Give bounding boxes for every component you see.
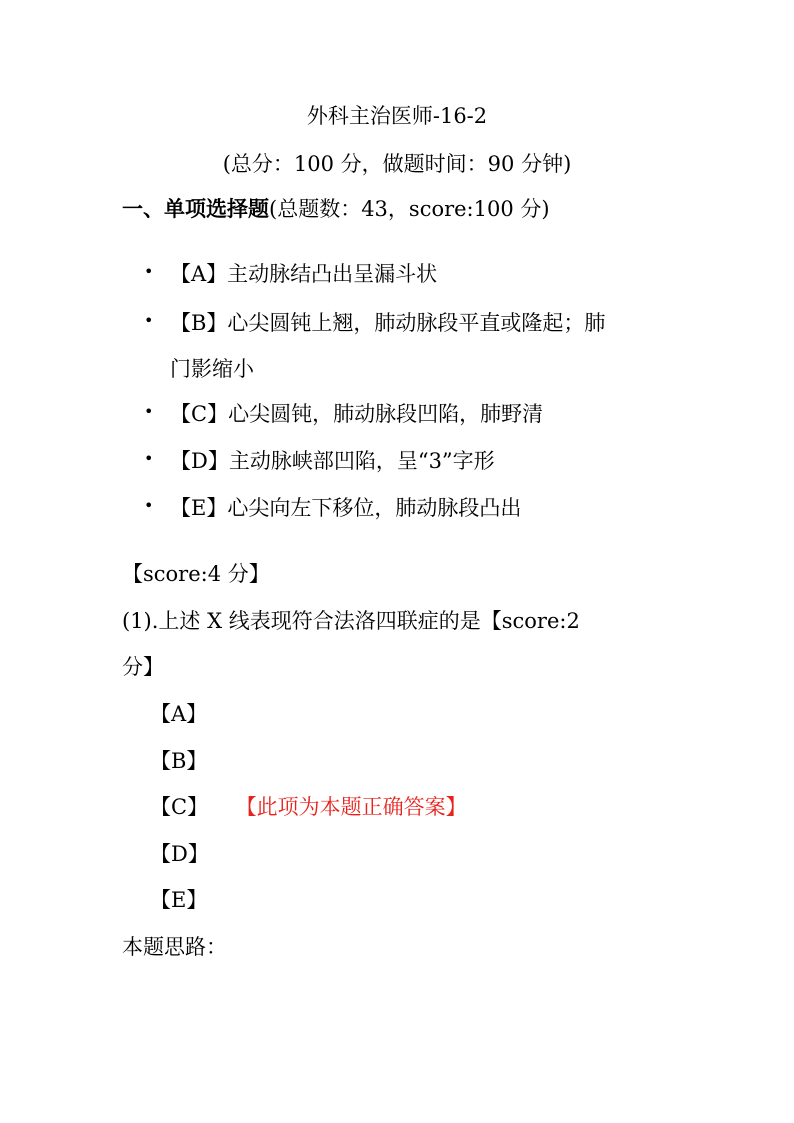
question-line1: (1).上述 X 线表现符合法洛四联症的是【score:2 [122,609,580,633]
choice-d: 【D】 [150,842,209,866]
section-heading [122,193,550,223]
choice-c [150,791,467,821]
bullet-icon: • [144,262,154,281]
document-subtitle: (总分：100 分，做题时间：90 分钟) [222,152,572,176]
bullet-icon: • [144,449,154,468]
option-b-line1: 【B】心尖圆钝上翘，肺动脉段平直或隆起；肺 [170,311,606,335]
option-a: 【A】主动脉结凸出呈漏斗状 [170,262,438,286]
question-line2: 分】 [122,655,164,679]
document-title: 外科主治医师-16-2 [306,104,488,128]
section-label: 一、单项选择题 [122,196,269,221]
bullet-icon: • [144,311,154,330]
choice-e: 【E】 [150,888,208,912]
choice-a: 【A】 [150,702,208,726]
analysis-label: 本题思路： [122,935,227,959]
option-b-line2: 门影缩小 [170,357,254,381]
choice-b: 【B】 [150,749,208,773]
section-info: (总题数：43，score:100 分) [269,197,550,221]
choice-c-label: 【C】 [150,795,209,819]
group-score: 【score:4 分】 [122,562,270,586]
option-d: 【D】主动脉峡部凹陷，呈“3”字形 [170,449,495,473]
bullet-icon: • [144,402,154,421]
option-e: 【E】心尖向左下移位，肺动脉段凸出 [170,496,522,520]
correct-answer-tag: 【此项为本题正确答案】 [246,795,467,819]
option-c: 【C】心尖圆钝，肺动脉段凹陷，肺野清 [170,402,544,426]
bullet-icon: • [144,496,154,515]
